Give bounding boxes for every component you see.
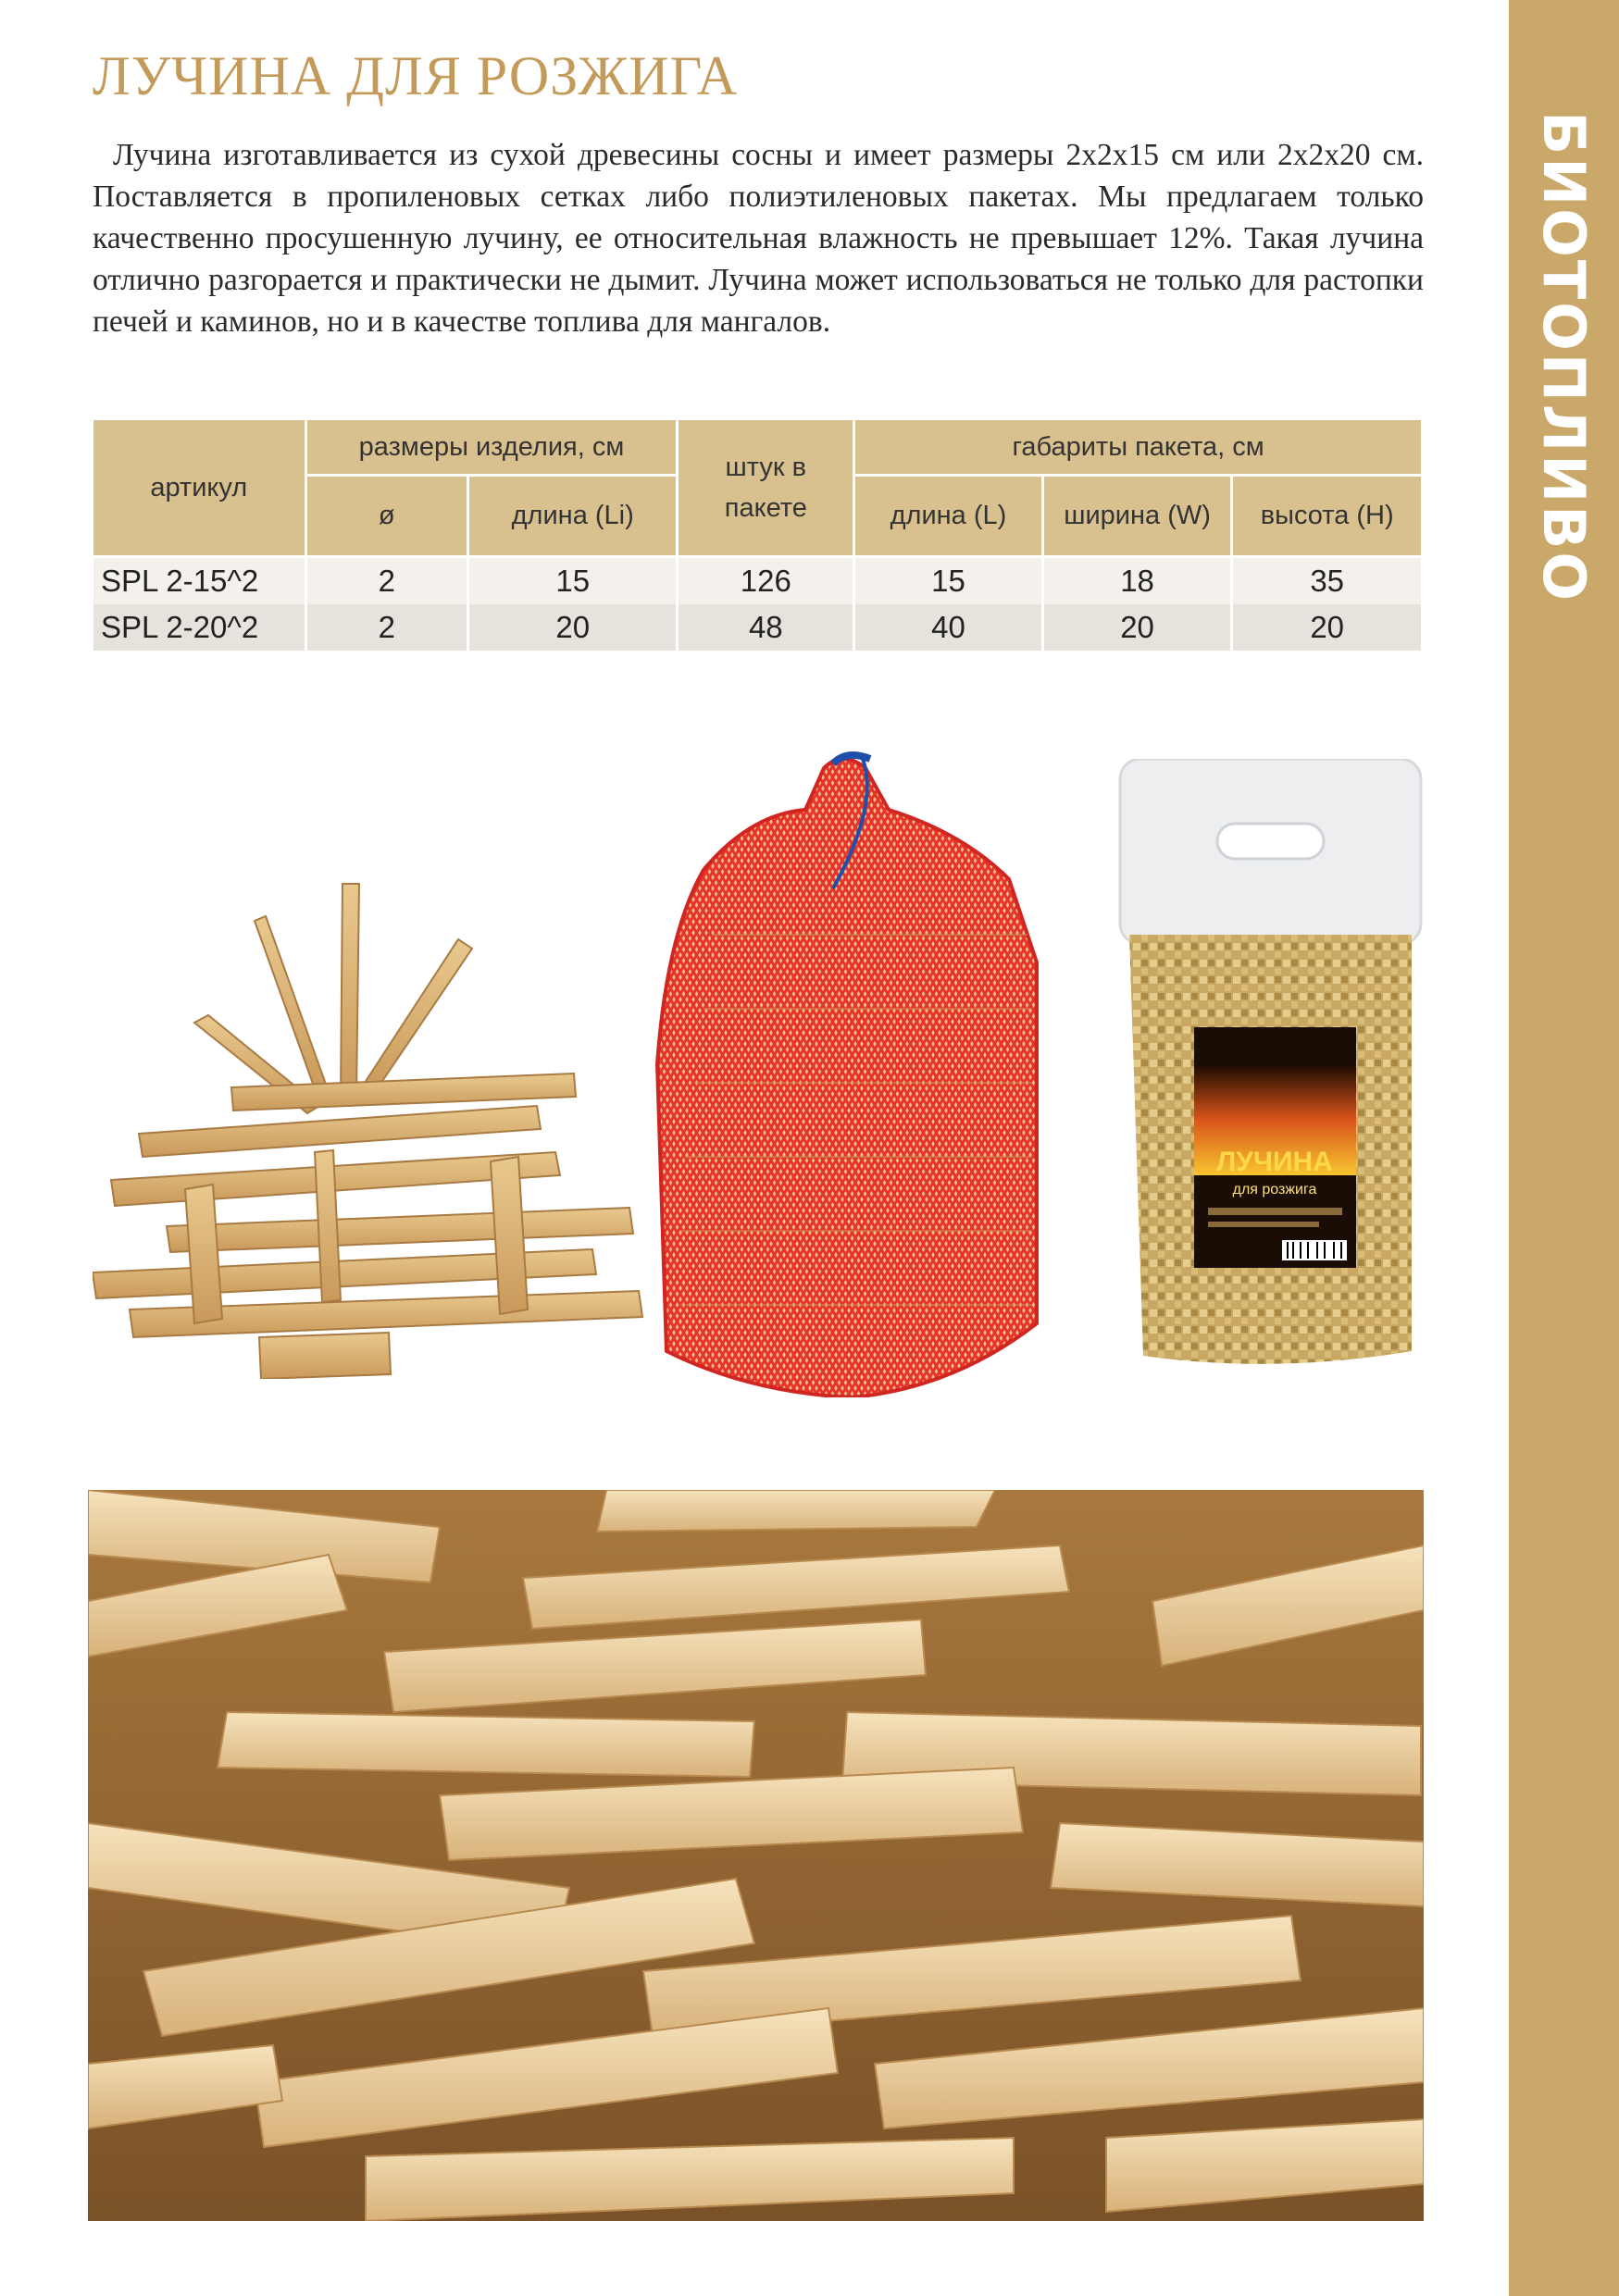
header-diameter: ø [305,476,467,557]
cell-article: SPL 2-15^2 [93,557,306,605]
cell-diameter: 2 [305,557,467,605]
cell-width: 20 [1042,604,1232,651]
intro-paragraph: Лучина изготавливается из сухой древесины сосны и имеет размеры 2х2х15 см или 2х2х20 см. Поставляется в пропиленовых сетках либо полиэтиленовых пакетах. Мы предлагаем только качественно просушенную лучину, ее относительная влажность не превышает 12%. Такая лучина отлично разгорается и практически не дымит. Лучина может использоваться не только для растопки печей и каминов, но и в качестве топлива для мангалов. [93,138,1424,339]
header-size-group: размеры изделия, см [305,419,678,476]
header-height: высота (H) [1232,476,1423,557]
stacked-kindling-photo [93,875,648,1379]
cell-height: 20 [1232,604,1423,651]
bag-label-sub: для розжига [1232,1182,1317,1198]
header-pack-group: габариты пакета, см [854,419,1423,476]
cell-pieces: 48 [678,604,854,651]
plastic-bag-photo [1115,759,1426,1379]
cell-height: 35 [1232,557,1423,605]
cell-length-li: 15 [467,557,677,605]
bag-label-name: ЛУЧИНА [1216,1147,1333,1177]
cell-pieces: 126 [678,557,854,605]
table-row [93,604,1423,651]
header-length-l: длина (L) [854,476,1043,557]
header-pieces: штук в пакете [678,419,854,557]
cell-length-li: 20 [467,604,677,651]
cell-length-l: 40 [854,604,1043,651]
kindling-pile-photo [88,1490,1424,2221]
cell-diameter: 2 [305,604,467,651]
header-length-li: длина (Li) [467,476,677,557]
net-bag-photo [648,750,1065,1397]
cell-article: SPL 2-20^2 [93,604,306,651]
table-row [93,557,1423,605]
header-width: ширина (W) [1042,476,1232,557]
spec-table [91,417,1424,651]
cell-width: 18 [1042,557,1232,605]
cell-length-l: 15 [854,557,1043,605]
sidebar-label: БИОТОПЛИВО [1530,111,1598,604]
header-article: артикул [93,419,306,557]
page-title: ЛУЧИНА ДЛЯ РОЗЖИГА [93,45,739,106]
